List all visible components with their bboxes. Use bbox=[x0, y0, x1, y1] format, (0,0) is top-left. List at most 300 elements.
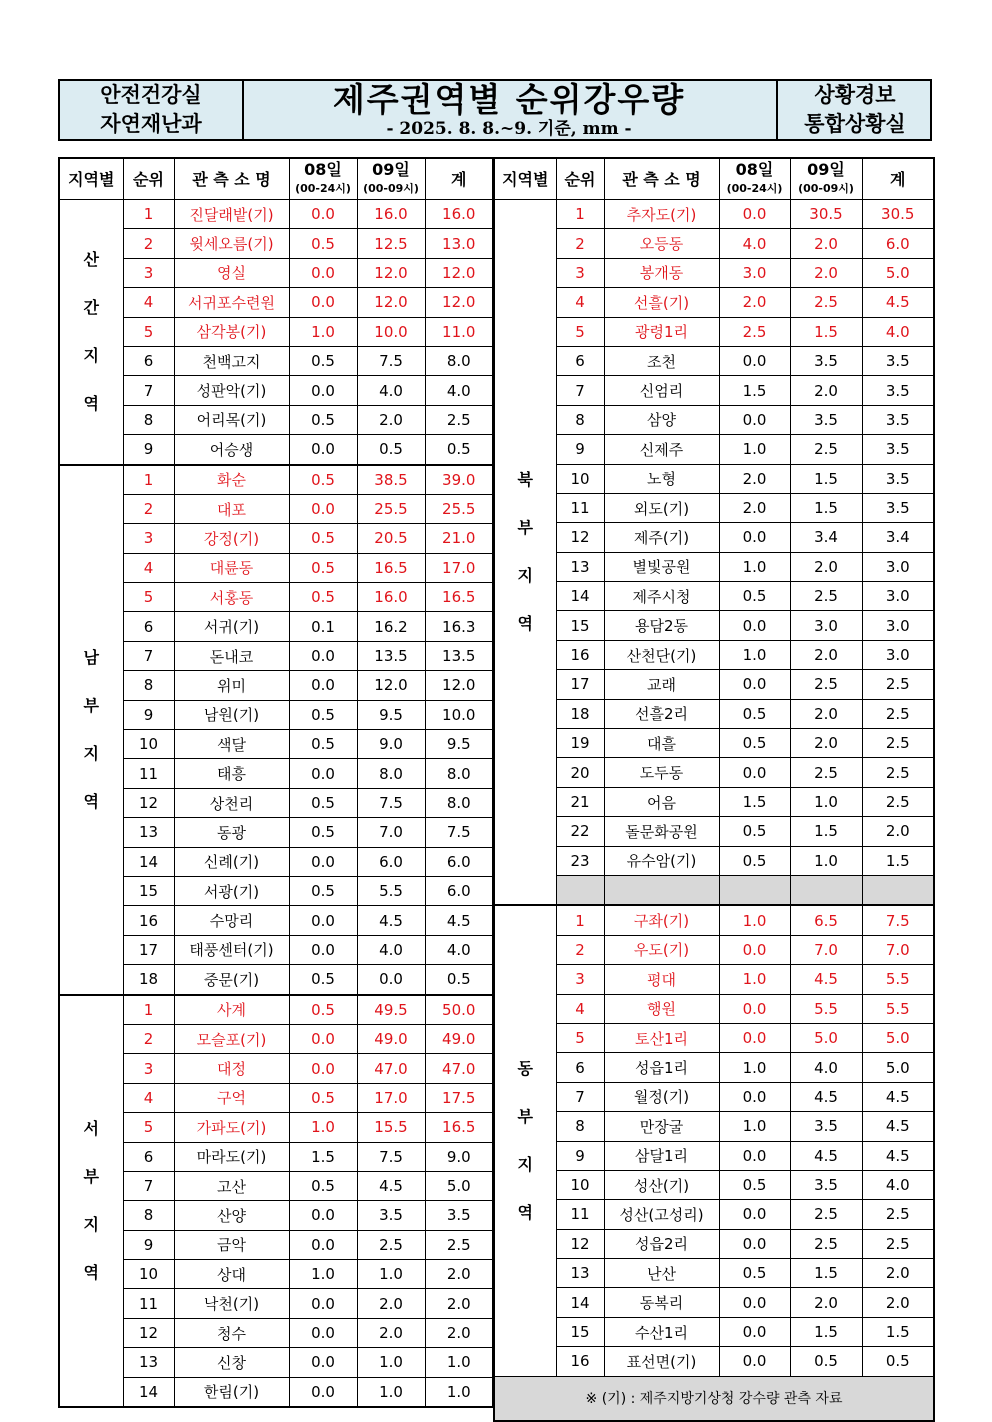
rank-cell: 22 bbox=[556, 817, 604, 846]
empty-cell bbox=[719, 875, 790, 905]
day1-cell: 1.5 bbox=[719, 787, 790, 816]
total-cell: 30.5 bbox=[862, 200, 934, 229]
total-cell: 0.5 bbox=[425, 965, 493, 995]
day2-cell: 7.0 bbox=[790, 935, 862, 964]
total-cell: 3.5 bbox=[862, 346, 934, 375]
station-cell: 산양 bbox=[174, 1201, 289, 1230]
station-cell: 월정(기) bbox=[604, 1082, 719, 1111]
total-cell: 12.0 bbox=[425, 671, 493, 700]
day2-cell: 12.5 bbox=[357, 229, 425, 258]
total-cell: 50.0 bbox=[425, 995, 493, 1025]
station-cell: 대흘 bbox=[604, 729, 719, 758]
station-cell: 신제주 bbox=[604, 435, 719, 464]
station-cell: 평대 bbox=[604, 965, 719, 994]
rank-cell: 7 bbox=[556, 1082, 604, 1111]
day1-cell: 0.5 bbox=[289, 965, 357, 995]
day1-cell: 0.0 bbox=[719, 611, 790, 640]
day1-cell: 0.0 bbox=[289, 1377, 357, 1407]
day1-cell: 0.5 bbox=[289, 583, 357, 612]
total-cell: 6.0 bbox=[862, 229, 934, 258]
day1-cell: 0.0 bbox=[289, 1054, 357, 1083]
region-label-char: 부 bbox=[83, 1166, 99, 1186]
day2-cell: 2.5 bbox=[790, 1229, 862, 1258]
region-label-char: 산 bbox=[83, 249, 99, 269]
day2-cell: 12.0 bbox=[357, 288, 425, 317]
footnote: ※ (기) : 제주지방기상청 강수량 관측 자료 bbox=[494, 1376, 934, 1421]
empty-cell bbox=[862, 875, 934, 905]
table-row bbox=[494, 1082, 934, 1111]
rank-cell: 6 bbox=[556, 1053, 604, 1082]
rank-cell: 13 bbox=[556, 1259, 604, 1288]
day2-cell: 2.5 bbox=[790, 288, 862, 317]
day1-cell: 0.5 bbox=[289, 730, 357, 759]
rank-cell: 4 bbox=[123, 1083, 174, 1112]
total-cell: 4.0 bbox=[425, 935, 493, 964]
station-cell: 사계 bbox=[174, 995, 289, 1025]
rank-cell: 17 bbox=[123, 935, 174, 964]
table-row bbox=[59, 317, 493, 346]
table-row bbox=[59, 1171, 493, 1200]
rank-cell: 13 bbox=[123, 818, 174, 847]
day1-cell: 0.0 bbox=[289, 847, 357, 876]
day1-cell: 0.0 bbox=[289, 671, 357, 700]
rank-cell: 5 bbox=[123, 583, 174, 612]
rank-cell: 14 bbox=[123, 1377, 174, 1407]
day2-cell: 3.5 bbox=[790, 1170, 862, 1199]
region-label-char: 부 bbox=[517, 1107, 533, 1126]
table-row bbox=[59, 229, 493, 258]
station-cell: 태흥 bbox=[174, 759, 289, 788]
day1-cell: 2.5 bbox=[719, 317, 790, 346]
station-cell: 동복리 bbox=[604, 1288, 719, 1317]
day1-cell: 0.5 bbox=[289, 788, 357, 817]
total-cell: 1.0 bbox=[425, 1377, 493, 1407]
region-label-char: 역 bbox=[83, 791, 99, 811]
table-row bbox=[59, 288, 493, 317]
day2-cell: 2.0 bbox=[790, 640, 862, 669]
station-cell: 중문(기) bbox=[174, 965, 289, 995]
day1-cell: 0.5 bbox=[289, 1171, 357, 1200]
total-cell: 1.5 bbox=[862, 1317, 934, 1346]
total-cell: 9.5 bbox=[425, 730, 493, 759]
day2-cell: 5.5 bbox=[790, 994, 862, 1023]
station-cell: 위미 bbox=[174, 671, 289, 700]
table-row bbox=[494, 1023, 934, 1052]
day2-cell: 12.0 bbox=[357, 671, 425, 700]
table-row bbox=[59, 1083, 493, 1112]
total-cell: 2.5 bbox=[862, 1229, 934, 1258]
day2-cell: 38.5 bbox=[357, 465, 425, 495]
rank-cell: 1 bbox=[556, 200, 604, 229]
rank-cell: 15 bbox=[123, 876, 174, 905]
day2-cell: 2.5 bbox=[790, 582, 862, 611]
total-cell: 5.0 bbox=[862, 1053, 934, 1082]
station-cell: 어음 bbox=[604, 787, 719, 816]
station-cell: 봉개동 bbox=[604, 258, 719, 287]
total-cell: 2.5 bbox=[862, 758, 934, 787]
table-row bbox=[494, 611, 934, 640]
region-header: 지역별 bbox=[494, 158, 556, 200]
station-cell: 천백고지 bbox=[174, 346, 289, 375]
region-label-char: 역 bbox=[517, 1203, 533, 1222]
rank-cell: 12 bbox=[123, 788, 174, 817]
day2-cell: 3.4 bbox=[790, 523, 862, 552]
day1-cell: 1.0 bbox=[719, 1053, 790, 1082]
day1-cell: 2.0 bbox=[719, 493, 790, 522]
station-cell: 구좌(기) bbox=[604, 905, 719, 935]
total-cell: 2.5 bbox=[862, 729, 934, 758]
table-row bbox=[494, 994, 934, 1023]
rank-cell: 11 bbox=[123, 1289, 174, 1318]
total-cell: 2.0 bbox=[425, 1318, 493, 1347]
day1-cell: 0.5 bbox=[289, 405, 357, 434]
table-row bbox=[59, 700, 493, 729]
table-row bbox=[59, 1142, 493, 1171]
station-cell: 노형 bbox=[604, 464, 719, 493]
table-row bbox=[59, 1318, 493, 1347]
empty-cell bbox=[790, 875, 862, 905]
empty-gray-row bbox=[494, 875, 934, 905]
day2-cell: 1.0 bbox=[790, 846, 862, 875]
table-row bbox=[494, 405, 934, 434]
table-row bbox=[494, 1259, 934, 1288]
total-cell: 7.5 bbox=[862, 905, 934, 935]
day1-cell: 0.5 bbox=[719, 1259, 790, 1288]
day1-cell: 0.0 bbox=[289, 1348, 357, 1377]
station-cell: 성읍1리 bbox=[604, 1053, 719, 1082]
day1-cell: 0.0 bbox=[719, 758, 790, 787]
station-header: 관 측 소 명 bbox=[174, 158, 289, 200]
table-row bbox=[494, 1288, 934, 1317]
rank-cell: 15 bbox=[556, 1317, 604, 1346]
total-cell: 2.5 bbox=[862, 787, 934, 816]
station-cell: 난산 bbox=[604, 1259, 719, 1288]
rank-cell: 14 bbox=[123, 847, 174, 876]
rank-header: 순위 bbox=[556, 158, 604, 200]
station-cell: 대정 bbox=[174, 1054, 289, 1083]
day1-cell: 0.0 bbox=[289, 376, 357, 405]
day2-cell: 16.0 bbox=[357, 200, 425, 229]
day2-cell: 2.0 bbox=[790, 229, 862, 258]
station-cell: 윗세오름(기) bbox=[174, 229, 289, 258]
day1-cell: 0.0 bbox=[289, 200, 357, 229]
station-cell: 성산(기) bbox=[604, 1170, 719, 1199]
station-cell: 용담2동 bbox=[604, 611, 719, 640]
day1-cell: 0.5 bbox=[289, 1083, 357, 1112]
day2-cell: 7.5 bbox=[357, 788, 425, 817]
region-label-cell bbox=[494, 200, 556, 906]
total-cell: 0.5 bbox=[862, 1347, 934, 1376]
day2-cell: 2.5 bbox=[790, 758, 862, 787]
rank-cell: 11 bbox=[556, 1200, 604, 1229]
station-cell: 화순 bbox=[174, 465, 289, 495]
total-cell: 4.0 bbox=[862, 317, 934, 346]
day1-cell: 0.5 bbox=[719, 729, 790, 758]
total-cell: 1.5 bbox=[862, 846, 934, 875]
rank-cell: 18 bbox=[556, 699, 604, 728]
total-cell: 1.0 bbox=[425, 1348, 493, 1377]
total-cell: 16.0 bbox=[425, 200, 493, 229]
day1-cell: 0.0 bbox=[289, 641, 357, 670]
region-label-char: 동 bbox=[517, 1059, 533, 1078]
rank-cell: 16 bbox=[556, 1347, 604, 1376]
station-cell: 마라도(기) bbox=[174, 1142, 289, 1171]
table-row bbox=[59, 847, 493, 876]
rank-cell: 12 bbox=[556, 1229, 604, 1258]
empty-cell bbox=[604, 875, 719, 905]
day2-cell: 1.5 bbox=[790, 1259, 862, 1288]
day1-cell: 0.0 bbox=[719, 1023, 790, 1052]
day1-cell: 0.5 bbox=[719, 846, 790, 875]
day1-cell: 0.0 bbox=[719, 994, 790, 1023]
total-cell: 4.5 bbox=[862, 288, 934, 317]
total-cell: 2.0 bbox=[862, 1288, 934, 1317]
footnote-row bbox=[494, 1376, 934, 1421]
day2-header bbox=[357, 158, 425, 200]
day2-cell: 13.5 bbox=[357, 641, 425, 670]
day2-cell: 0.5 bbox=[357, 435, 425, 465]
station-cell: 조천 bbox=[604, 346, 719, 375]
day1-header bbox=[719, 158, 790, 200]
rank-cell: 18 bbox=[123, 965, 174, 995]
table-row bbox=[494, 1170, 934, 1199]
rank-cell: 10 bbox=[556, 1170, 604, 1199]
day2-cell: 2.0 bbox=[357, 405, 425, 434]
table-row bbox=[494, 640, 934, 669]
day1-cell: 0.0 bbox=[719, 1200, 790, 1229]
total-cell: 12.0 bbox=[425, 288, 493, 317]
day2-cell: 9.0 bbox=[357, 730, 425, 759]
station-cell: 강정(기) bbox=[174, 524, 289, 553]
table-row bbox=[59, 1201, 493, 1230]
day1-cell: 0.5 bbox=[289, 346, 357, 375]
day1-cell: 0.0 bbox=[719, 1141, 790, 1170]
station-cell: 낙천(기) bbox=[174, 1289, 289, 1318]
total-cell: 8.0 bbox=[425, 346, 493, 375]
table-row bbox=[494, 200, 934, 229]
rank-cell: 9 bbox=[123, 1230, 174, 1259]
day1-cell: 2.0 bbox=[719, 288, 790, 317]
total-cell: 7.5 bbox=[425, 818, 493, 847]
day1-cell: 1.0 bbox=[719, 965, 790, 994]
total-cell: 3.5 bbox=[862, 493, 934, 522]
station-cell: 유수암(기) bbox=[604, 846, 719, 875]
table-row bbox=[494, 552, 934, 581]
region-label-char: 역 bbox=[517, 614, 533, 634]
day2-cell: 0.5 bbox=[790, 1347, 862, 1376]
region-label-cell bbox=[494, 905, 556, 1376]
rank-cell: 7 bbox=[123, 376, 174, 405]
total-cell: 2.5 bbox=[425, 1230, 493, 1259]
day2-cell: 3.5 bbox=[357, 1201, 425, 1230]
rank-cell: 10 bbox=[123, 730, 174, 759]
table-row bbox=[494, 229, 934, 258]
day2-cell: 4.5 bbox=[357, 906, 425, 935]
total-cell: 11.0 bbox=[425, 317, 493, 346]
day1-cell: 0.5 bbox=[289, 524, 357, 553]
station-cell: 상천리 bbox=[174, 788, 289, 817]
day1-label: 08일 bbox=[735, 160, 774, 179]
station-cell: 만장굴 bbox=[604, 1112, 719, 1141]
day2-cell: 8.0 bbox=[357, 759, 425, 788]
table-row bbox=[494, 758, 934, 787]
station-cell: 진달래밭(기) bbox=[174, 200, 289, 229]
table-row bbox=[59, 200, 493, 229]
station-cell: 어승생 bbox=[174, 435, 289, 465]
total-cell: 4.0 bbox=[425, 376, 493, 405]
day1-cell: 4.0 bbox=[719, 229, 790, 258]
rank-cell: 1 bbox=[123, 200, 174, 229]
station-cell: 신엄리 bbox=[604, 376, 719, 405]
total-cell: 2.5 bbox=[862, 670, 934, 699]
total-cell: 16.3 bbox=[425, 612, 493, 641]
day2-cell: 2.0 bbox=[790, 552, 862, 581]
rank-cell: 5 bbox=[123, 1113, 174, 1142]
station-cell: 모슬포(기) bbox=[174, 1024, 289, 1053]
rank-cell: 7 bbox=[556, 376, 604, 405]
station-cell: 돌문화공원 bbox=[604, 817, 719, 846]
empty-cell bbox=[556, 875, 604, 905]
rank-cell: 5 bbox=[556, 1023, 604, 1052]
region-label-char: 부 bbox=[83, 695, 99, 715]
table-row bbox=[494, 317, 934, 346]
day2-cell: 1.5 bbox=[790, 464, 862, 493]
rank-cell: 6 bbox=[123, 1142, 174, 1171]
right-rainfall-table bbox=[493, 157, 935, 1422]
station-cell: 돈내코 bbox=[174, 641, 289, 670]
rank-header: 순위 bbox=[123, 158, 174, 200]
total-cell: 2.5 bbox=[862, 1200, 934, 1229]
day1-cell: 0.0 bbox=[719, 670, 790, 699]
rank-cell: 11 bbox=[556, 493, 604, 522]
rank-cell: 4 bbox=[556, 288, 604, 317]
station-cell: 태풍센터(기) bbox=[174, 935, 289, 964]
station-cell: 가파도(기) bbox=[174, 1113, 289, 1142]
station-cell: 산천단(기) bbox=[604, 640, 719, 669]
day2-cell: 16.0 bbox=[357, 583, 425, 612]
region-label-char: 역 bbox=[83, 1262, 99, 1282]
region-label-char: 지 bbox=[517, 1155, 533, 1174]
total-cell: 49.0 bbox=[425, 1024, 493, 1053]
day1-cell: 0.0 bbox=[289, 258, 357, 287]
rank-cell: 11 bbox=[123, 759, 174, 788]
rank-cell: 2 bbox=[123, 494, 174, 523]
day2-cell: 3.5 bbox=[790, 405, 862, 434]
rank-cell: 23 bbox=[556, 846, 604, 875]
left-rainfall-table bbox=[58, 157, 494, 1408]
day1-cell: 0.5 bbox=[289, 229, 357, 258]
day2-cell: 2.0 bbox=[357, 1289, 425, 1318]
office-line-1: 상황경보 bbox=[814, 83, 896, 107]
rank-cell: 5 bbox=[556, 317, 604, 346]
station-cell: 성읍2리 bbox=[604, 1229, 719, 1258]
table-row bbox=[59, 935, 493, 964]
total-cell: 17.0 bbox=[425, 553, 493, 582]
table-row bbox=[494, 965, 934, 994]
day2-cell: 7.5 bbox=[357, 346, 425, 375]
day2-range: (00-09시) bbox=[363, 182, 419, 195]
total-cell: 3.5 bbox=[862, 464, 934, 493]
day1-cell: 0.0 bbox=[719, 1317, 790, 1346]
table-row bbox=[494, 1141, 934, 1170]
table-row bbox=[59, 788, 493, 817]
table-row bbox=[494, 493, 934, 522]
rank-cell: 9 bbox=[556, 1141, 604, 1170]
total-cell: 2.5 bbox=[862, 699, 934, 728]
table-row bbox=[494, 376, 934, 405]
day2-cell: 4.0 bbox=[790, 1053, 862, 1082]
table-row bbox=[494, 1112, 934, 1141]
table-header-row bbox=[59, 158, 493, 200]
table-row bbox=[494, 1053, 934, 1082]
table-row bbox=[59, 465, 493, 495]
station-cell: 고산 bbox=[174, 1171, 289, 1200]
table-row bbox=[59, 435, 493, 465]
day1-cell: 1.0 bbox=[719, 1112, 790, 1141]
day2-cell: 10.0 bbox=[357, 317, 425, 346]
total-cell: 2.5 bbox=[425, 405, 493, 434]
total-cell: 2.0 bbox=[425, 1260, 493, 1289]
rank-cell: 9 bbox=[123, 700, 174, 729]
region-label-char: 지 bbox=[83, 1214, 99, 1234]
day2-cell: 0.0 bbox=[357, 965, 425, 995]
rank-cell: 1 bbox=[123, 995, 174, 1025]
station-cell: 색달 bbox=[174, 730, 289, 759]
day2-cell: 2.0 bbox=[790, 1288, 862, 1317]
total-cell: 21.0 bbox=[425, 524, 493, 553]
rank-cell: 8 bbox=[123, 405, 174, 434]
table-row bbox=[494, 670, 934, 699]
day1-cell: 2.0 bbox=[719, 464, 790, 493]
station-cell: 성산(고성리) bbox=[604, 1200, 719, 1229]
station-cell: 상대 bbox=[174, 1260, 289, 1289]
station-cell: 선흘2리 bbox=[604, 699, 719, 728]
rank-cell: 3 bbox=[123, 524, 174, 553]
rank-cell: 8 bbox=[556, 1112, 604, 1141]
station-cell: 동광 bbox=[174, 818, 289, 847]
day1-cell: 1.0 bbox=[289, 317, 357, 346]
table-row bbox=[59, 612, 493, 641]
day1-cell: 0.0 bbox=[289, 494, 357, 523]
day1-cell: 1.5 bbox=[289, 1142, 357, 1171]
rank-cell: 4 bbox=[123, 553, 174, 582]
station-cell: 광령1리 bbox=[604, 317, 719, 346]
region-label-cell bbox=[59, 465, 123, 995]
rank-cell: 12 bbox=[123, 1318, 174, 1347]
day2-label: 09일 bbox=[372, 160, 410, 179]
rank-cell: 2 bbox=[123, 229, 174, 258]
table-row bbox=[59, 1054, 493, 1083]
table-row bbox=[494, 935, 934, 964]
table-row bbox=[59, 1230, 493, 1259]
rank-cell: 8 bbox=[556, 405, 604, 434]
day2-cell: 3.5 bbox=[790, 346, 862, 375]
station-cell: 한림(기) bbox=[174, 1377, 289, 1407]
day2-cell: 16.2 bbox=[357, 612, 425, 641]
day2-cell: 3.5 bbox=[790, 1112, 862, 1141]
day1-cell: 1.0 bbox=[719, 905, 790, 935]
station-cell: 서홍동 bbox=[174, 583, 289, 612]
total-cell: 3.4 bbox=[862, 523, 934, 552]
region-label-char: 지 bbox=[517, 566, 533, 586]
total-cell: 3.0 bbox=[862, 552, 934, 581]
station-cell: 추자도(기) bbox=[604, 200, 719, 229]
total-cell: 2.0 bbox=[862, 1259, 934, 1288]
total-cell: 16.5 bbox=[425, 1113, 493, 1142]
day2-cell: 16.5 bbox=[357, 553, 425, 582]
region-label-cell bbox=[59, 995, 123, 1407]
rank-cell: 20 bbox=[556, 758, 604, 787]
